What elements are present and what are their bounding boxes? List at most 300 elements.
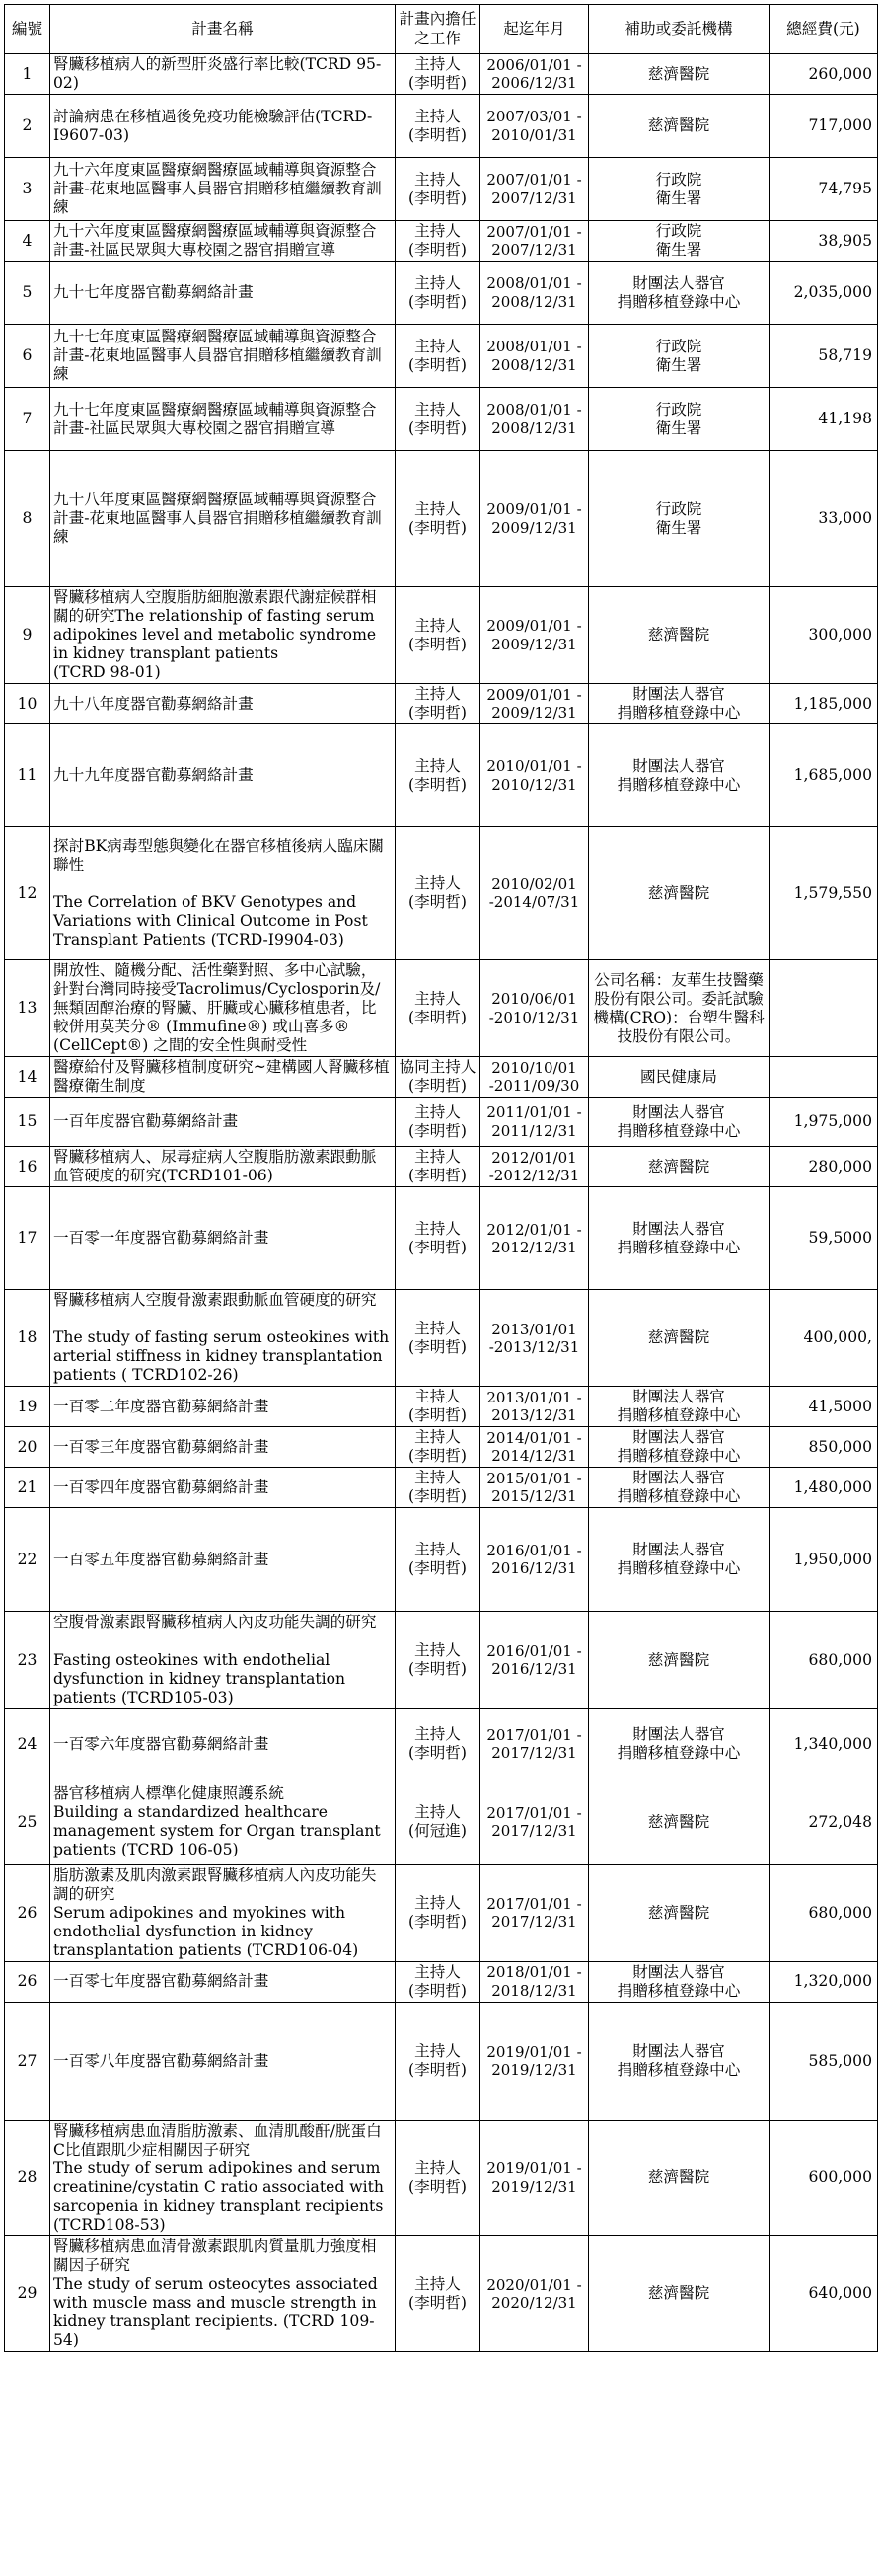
project-name-text: 九十八年度東區醫療網醫療區域輔導與資源整合計畫-花東地區醫事人員器官捐贈移植繼續教育訓練 xyxy=(53,491,382,547)
project-name-text: 一百零三年度器官勸募網絡計畫 xyxy=(53,1437,269,1456)
total-amount xyxy=(770,388,878,451)
project-period xyxy=(480,388,589,451)
total-amount-text: 280,000 xyxy=(808,1157,872,1175)
row-number-text: 7 xyxy=(22,410,33,428)
table-row xyxy=(5,1864,878,1961)
funding-agency xyxy=(589,2002,770,2120)
project-name xyxy=(50,1187,396,1290)
role-person: (李明哲) xyxy=(408,292,467,311)
role-title: 主持人 xyxy=(414,1319,461,1337)
role-title: 主持人 xyxy=(414,273,461,292)
role-title: 主持人 xyxy=(414,1962,461,1981)
table-row xyxy=(5,684,878,724)
project-period xyxy=(480,587,589,684)
project-name xyxy=(50,1708,396,1780)
role-title: 主持人 xyxy=(414,1894,461,1913)
project-period xyxy=(480,95,589,158)
project-role xyxy=(396,1961,480,2002)
row-number xyxy=(5,1780,50,1864)
row-number-text: 15 xyxy=(17,1112,37,1131)
project-role xyxy=(396,827,480,960)
row-number-text: 26 xyxy=(17,1903,37,1922)
period-end: 2017/12/31 xyxy=(491,1822,577,1841)
funding-agency xyxy=(589,1508,770,1612)
role-title: 主持人 xyxy=(414,1803,461,1822)
table-row xyxy=(5,1612,878,1708)
total-amount-text: 1,975,000 xyxy=(793,1112,872,1131)
row-number-text: 18 xyxy=(17,1328,37,1347)
project-name-text: 九十七年度器官勸募網絡計畫 xyxy=(53,283,254,302)
project-period xyxy=(480,1057,589,1098)
funding-agency-text: 行政院 衛生署 xyxy=(655,222,702,260)
project-period xyxy=(480,451,589,587)
period-start: 2006/01/01 - xyxy=(486,55,582,74)
total-amount-text: 400,000, xyxy=(803,1328,872,1347)
period-start: 2007/01/01 - xyxy=(486,171,582,189)
period-start: 2008/01/01 - xyxy=(486,401,582,419)
row-number xyxy=(5,262,50,325)
row-number xyxy=(5,1187,50,1290)
project-name-text: 九十七年度東區醫療網醫療區域輔導與資源整合計畫-花東地區醫事人員器官捐贈移植繼續教育訓練 xyxy=(53,328,382,384)
period-start: 2012/01/01 - xyxy=(486,1220,582,1239)
funding-agency-text: 財團法人器官 捐贈移植登錄中心 xyxy=(617,1541,741,1578)
role-title: 主持人 xyxy=(414,337,461,355)
table-row xyxy=(5,1387,878,1427)
row-number-text: 28 xyxy=(17,2168,37,2187)
funding-agency-text: 行政院 衛生署 xyxy=(655,499,702,537)
total-amount xyxy=(770,451,878,587)
funding-agency xyxy=(589,388,770,451)
role-title: 主持人 xyxy=(414,2159,461,2177)
funding-agency xyxy=(589,724,770,827)
funding-agency-text: 慈濟醫院 xyxy=(647,2284,710,2303)
row-number xyxy=(5,2120,50,2235)
project-name-text: 腎臟移植病患血清骨激素跟肌肉質量肌力強度相關因子研究 The study of serum osteocytes associated with muscle mass and muscle strength in kidney transplant recipients. (TCRD 109-54) xyxy=(53,2236,378,2349)
total-amount xyxy=(770,221,878,262)
total-amount-text: 74,795 xyxy=(818,180,872,198)
row-number xyxy=(5,1387,50,1427)
total-amount xyxy=(770,1468,878,1508)
funding-agency xyxy=(589,2235,770,2351)
funding-agency-text: 財團法人器官 捐贈移植登錄中心 xyxy=(617,2042,741,2080)
project-name xyxy=(50,587,396,684)
role-person: (李明哲) xyxy=(408,1447,467,1466)
project-name xyxy=(50,1387,396,1427)
project-period xyxy=(480,1468,589,1508)
row-number xyxy=(5,1961,50,2002)
period-start: 2017/01/01 - xyxy=(486,1894,582,1913)
project-role xyxy=(396,724,480,827)
total-amount-text: 1,340,000 xyxy=(793,1734,872,1753)
role-person: (李明哲) xyxy=(408,893,467,912)
funding-agency-text: 慈濟醫院 xyxy=(647,1328,710,1347)
period-end: 2019/12/31 xyxy=(491,2061,577,2080)
funding-agency-text: 財團法人器官 捐贈移植登錄中心 xyxy=(617,685,741,722)
project-name xyxy=(50,1508,396,1612)
role-person: (李明哲) xyxy=(408,1744,467,1763)
total-amount xyxy=(770,2002,878,2120)
project-period xyxy=(480,2235,589,2351)
funding-agency xyxy=(589,1187,770,1290)
period-start: 2011/01/01 - xyxy=(486,1103,582,1122)
funding-agency xyxy=(589,158,770,221)
project-name-text: 醫療給付及腎臟移植制度研究~建構國人腎臟移植醫療衛生制度 xyxy=(53,1058,390,1096)
project-name-text: 一百零五年度器官勸募網絡計畫 xyxy=(53,1550,269,1568)
funding-agency-text: 慈濟醫院 xyxy=(647,626,710,644)
role-person: (李明哲) xyxy=(408,241,467,260)
total-amount-text: 59,5000 xyxy=(808,1229,872,1248)
role-title: 主持人 xyxy=(414,2274,461,2293)
row-number-text: 8 xyxy=(22,509,33,528)
row-number-text: 20 xyxy=(17,1437,37,1456)
project-name xyxy=(50,95,396,158)
project-period xyxy=(480,1780,589,1864)
role-person: (李明哲) xyxy=(408,1008,467,1026)
table-row xyxy=(5,827,878,960)
total-amount xyxy=(770,960,878,1057)
row-number-text: 13 xyxy=(17,999,37,1018)
period-end: 2011/12/31 xyxy=(491,1121,577,1140)
project-period xyxy=(480,1864,589,1961)
row-number xyxy=(5,1468,50,1508)
row-number xyxy=(5,684,50,724)
total-amount xyxy=(770,827,878,960)
funding-agency-text: 慈濟醫院 xyxy=(647,64,710,83)
project-name-text: 腎臟移植病人的新型肝炎盛行率比較(TCRD 95-02) xyxy=(53,55,382,93)
period-end: 2017/12/31 xyxy=(491,1744,577,1763)
total-amount-text: 680,000 xyxy=(808,1903,872,1922)
total-amount xyxy=(770,1427,878,1468)
period-start: 2010/06/01 xyxy=(491,990,577,1009)
project-name-text: 腎臟移植病人、尿毒症病人空腹脂肪激素跟動脈血管硬度的研究(TCRD101-06) xyxy=(53,1148,377,1185)
project-period xyxy=(480,221,589,262)
project-name xyxy=(50,158,396,221)
row-number xyxy=(5,2235,50,2351)
total-amount xyxy=(770,1612,878,1708)
project-name-text: 九十九年度器官勸募網絡計畫 xyxy=(53,766,254,785)
period-start: 2007/01/01 - xyxy=(486,222,582,241)
funding-agency xyxy=(589,1468,770,1508)
role-person: (李明哲) xyxy=(408,1981,467,2000)
project-role xyxy=(396,158,480,221)
role-title: 主持人 xyxy=(414,756,461,775)
role-person: (李明哲) xyxy=(408,1913,467,1932)
total-amount xyxy=(770,1961,878,2002)
row-number-text: 19 xyxy=(17,1397,37,1415)
funding-agency xyxy=(589,451,770,587)
project-period xyxy=(480,1961,589,2002)
project-role xyxy=(396,960,480,1057)
period-end: 2020/12/31 xyxy=(491,2293,577,2311)
table-row xyxy=(5,1468,878,1508)
funding-agency-text: 行政院 衛生署 xyxy=(655,170,702,207)
role-title: 協同主持人 xyxy=(399,1058,477,1077)
role-person: (李明哲) xyxy=(408,1337,467,1356)
total-amount-text: 300,000 xyxy=(808,626,872,644)
project-role xyxy=(396,587,480,684)
total-amount xyxy=(770,1098,878,1147)
project-name xyxy=(50,388,396,451)
total-amount xyxy=(770,1290,878,1387)
row-number-text: 16 xyxy=(17,1157,37,1175)
project-name xyxy=(50,724,396,827)
total-amount-text: 600,000 xyxy=(808,2168,872,2187)
project-period xyxy=(480,960,589,1057)
project-role xyxy=(396,1147,480,1187)
funding-agency-text: 慈濟醫院 xyxy=(647,883,710,902)
funding-agency xyxy=(589,1098,770,1147)
project-role xyxy=(396,1864,480,1961)
table-row xyxy=(5,1098,878,1147)
table-row xyxy=(5,2002,878,2120)
period-start: 2016/01/01 - xyxy=(486,1542,582,1560)
funding-agency-text: 行政院 衛生署 xyxy=(655,337,702,374)
project-name xyxy=(50,1290,396,1387)
total-amount xyxy=(770,1508,878,1612)
period-start: 2008/01/01 - xyxy=(486,274,582,293)
project-name-text: 九十六年度東區醫療網醫療區域輔導與資源整合計畫-社區民眾與大專校園之器官捐贈宣導 xyxy=(53,222,377,260)
project-role xyxy=(396,2235,480,2351)
project-period xyxy=(480,1612,589,1708)
project-role xyxy=(396,2120,480,2235)
project-role xyxy=(396,1290,480,1387)
row-number-text: 25 xyxy=(17,1812,37,1831)
row-number xyxy=(5,1864,50,1961)
funding-agency xyxy=(589,1780,770,1864)
total-amount-text: 1,320,000 xyxy=(793,1972,872,1991)
project-name xyxy=(50,827,396,960)
role-person: (李明哲) xyxy=(408,635,467,653)
role-title: 主持人 xyxy=(414,55,461,73)
funding-agency-text: 慈濟醫院 xyxy=(647,1157,710,1175)
total-amount-text: 2,035,000 xyxy=(793,283,872,302)
period-start: 2009/01/01 - xyxy=(486,685,582,704)
total-amount xyxy=(770,724,878,827)
project-role xyxy=(396,1468,480,1508)
period-start: 2013/01/01 xyxy=(491,1320,577,1338)
funding-agency-text: 財團法人器官 捐贈移植登錄中心 xyxy=(617,1428,741,1466)
period-end: 2008/12/31 xyxy=(491,418,577,437)
period-end: 2014/12/31 xyxy=(491,1447,577,1466)
role-title: 主持人 xyxy=(414,1541,461,1559)
row-number xyxy=(5,2002,50,2120)
role-title: 主持人 xyxy=(414,222,461,241)
total-amount xyxy=(770,1057,878,1098)
role-person: (李明哲) xyxy=(408,1406,467,1425)
row-number xyxy=(5,158,50,221)
period-end: 2009/12/31 xyxy=(491,518,577,537)
row-number-text: 24 xyxy=(17,1734,37,1753)
period-end: -2014/07/31 xyxy=(488,893,580,912)
funding-agency-text: 財團法人器官 捐贈移植登錄中心 xyxy=(617,1962,741,2000)
row-number-text: 10 xyxy=(17,694,37,713)
table-row xyxy=(5,1147,878,1187)
row-number xyxy=(5,1708,50,1780)
period-start: 2009/01/01 - xyxy=(486,617,582,636)
period-start: 2010/10/01 xyxy=(491,1058,577,1077)
project-table xyxy=(4,4,878,2352)
project-name-text: 一百零二年度器官勸募網絡計畫 xyxy=(53,1397,269,1415)
project-role xyxy=(396,54,480,95)
role-title: 主持人 xyxy=(414,685,461,704)
role-person: (李明哲) xyxy=(408,2177,467,2196)
funding-agency-text: 慈濟醫院 xyxy=(647,116,710,135)
role-person: (李明哲) xyxy=(408,1077,467,1096)
row-number xyxy=(5,1290,50,1387)
header-role: 計畫內擔任之工作 xyxy=(396,5,480,54)
role-person: (李明哲) xyxy=(408,775,467,794)
table-row xyxy=(5,960,878,1057)
row-number-text: 29 xyxy=(17,2284,37,2303)
table-row xyxy=(5,1290,878,1387)
row-number-text: 2 xyxy=(22,116,33,135)
project-period xyxy=(480,1387,589,1427)
funding-agency xyxy=(589,1612,770,1708)
table-row xyxy=(5,325,878,388)
project-role xyxy=(396,1387,480,1427)
row-number xyxy=(5,1427,50,1468)
project-role xyxy=(396,1612,480,1708)
total-amount-text: 260,000 xyxy=(808,64,872,83)
project-period xyxy=(480,1427,589,1468)
role-person: (李明哲) xyxy=(408,1167,467,1185)
row-number-text: 5 xyxy=(22,283,33,302)
period-end: 2009/12/31 xyxy=(491,635,577,653)
role-person: (李明哲) xyxy=(408,1487,467,1506)
project-period xyxy=(480,325,589,388)
project-name xyxy=(50,960,396,1057)
funding-agency xyxy=(589,1961,770,2002)
total-amount-text: 38,905 xyxy=(818,231,872,250)
row-number-text: 14 xyxy=(17,1067,37,1086)
period-start: 2007/03/01 - xyxy=(486,108,582,126)
role-person: (李明哲) xyxy=(408,518,467,537)
funding-agency-text: 慈濟醫院 xyxy=(647,1812,710,1831)
table-row xyxy=(5,1961,878,2002)
row-number xyxy=(5,1147,50,1187)
table-row xyxy=(5,1708,878,1780)
period-end: -2011/09/30 xyxy=(488,1077,580,1096)
period-end: 2019/12/31 xyxy=(491,2177,577,2196)
period-end: -2013/12/31 xyxy=(488,1337,580,1356)
total-amount xyxy=(770,1780,878,1864)
period-end: 2016/12/31 xyxy=(491,1559,577,1578)
role-person: (李明哲) xyxy=(408,1238,467,1256)
role-person: (李明哲) xyxy=(408,2293,467,2311)
table-row xyxy=(5,2120,878,2235)
row-number-text: 12 xyxy=(17,883,37,902)
project-name xyxy=(50,1961,396,2002)
project-name xyxy=(50,1147,396,1187)
funding-agency-text: 財團法人器官 捐贈移植登錄中心 xyxy=(617,1388,741,1425)
row-number xyxy=(5,325,50,388)
header-period: 起迄年月 xyxy=(480,5,589,54)
table-row xyxy=(5,2235,878,2351)
project-name xyxy=(50,325,396,388)
row-number-text: 22 xyxy=(17,1550,37,1568)
total-amount-text: 33,000 xyxy=(818,509,872,528)
funding-agency xyxy=(589,95,770,158)
total-amount xyxy=(770,1864,878,1961)
table-row xyxy=(5,388,878,451)
row-number-text: 21 xyxy=(17,1477,37,1496)
project-period xyxy=(480,1147,589,1187)
role-person: (李明哲) xyxy=(408,355,467,374)
role-title: 主持人 xyxy=(414,989,461,1008)
total-amount-text: 585,000 xyxy=(808,2051,872,2070)
project-period xyxy=(480,1508,589,1612)
period-end: 2007/12/31 xyxy=(491,189,577,207)
table-row xyxy=(5,95,878,158)
funding-agency xyxy=(589,2120,770,2235)
funding-agency-text: 國民健康局 xyxy=(640,1067,717,1086)
row-number-text: 3 xyxy=(22,180,33,198)
project-name xyxy=(50,1612,396,1708)
total-amount-text: 41,5000 xyxy=(808,1397,872,1415)
total-amount xyxy=(770,325,878,388)
period-start: 2017/01/01 - xyxy=(486,1725,582,1744)
role-person: (李明哲) xyxy=(408,704,467,722)
project-role xyxy=(396,1708,480,1780)
row-number xyxy=(5,960,50,1057)
total-amount xyxy=(770,684,878,724)
role-person: (李明哲) xyxy=(408,189,467,207)
project-period xyxy=(480,1290,589,1387)
row-number xyxy=(5,451,50,587)
role-title: 主持人 xyxy=(414,1219,461,1238)
project-role xyxy=(396,451,480,587)
row-number xyxy=(5,1508,50,1612)
funding-agency xyxy=(589,325,770,388)
table-row xyxy=(5,451,878,587)
project-name-text: 一百零一年度器官勸募網絡計畫 xyxy=(53,1229,269,1248)
period-end: 2009/12/31 xyxy=(491,704,577,722)
funding-agency xyxy=(589,1864,770,1961)
role-person: (李明哲) xyxy=(408,125,467,144)
project-role xyxy=(396,1427,480,1468)
project-name xyxy=(50,1468,396,1508)
period-end: 2010/01/31 xyxy=(491,125,577,144)
project-name-text: 脂肪激素及肌肉激素跟腎臟移植病人內皮功能失調的研究 Serum adipokines and myokines with endothelial dysfunction in kidney transplantation patients (TCRD106-04) xyxy=(53,1865,377,1959)
header-agency: 補助或委託機構 xyxy=(589,5,770,54)
project-role xyxy=(396,684,480,724)
funding-agency xyxy=(589,587,770,684)
role-title: 主持人 xyxy=(414,170,461,189)
project-name-text: 九十八年度器官勸募網絡計畫 xyxy=(53,694,254,713)
funding-agency xyxy=(589,1387,770,1427)
period-end: 2017/12/31 xyxy=(491,1913,577,1932)
project-name-text: 九十七年度東區醫療網醫療區域輔導與資源整合計畫-社區民眾與大專校園之器官捐贈宣導 xyxy=(53,400,377,437)
table-row xyxy=(5,54,878,95)
role-title: 主持人 xyxy=(414,1469,461,1487)
total-amount xyxy=(770,587,878,684)
funding-agency xyxy=(589,1147,770,1187)
funding-agency xyxy=(589,960,770,1057)
period-end: -2010/12/31 xyxy=(488,1008,580,1026)
total-amount xyxy=(770,1187,878,1290)
funding-agency-text: 財團法人器官 捐贈移植登錄中心 xyxy=(617,1725,741,1763)
total-amount xyxy=(770,95,878,158)
project-role xyxy=(396,1098,480,1147)
funding-agency xyxy=(589,262,770,325)
total-amount-text: 1,950,000 xyxy=(793,1550,872,1568)
row-number xyxy=(5,95,50,158)
funding-agency-text: 財團法人器官 捐贈移植登錄中心 xyxy=(617,756,741,794)
period-start: 2019/01/01 - xyxy=(486,2042,582,2061)
row-number-text: 6 xyxy=(22,346,33,365)
project-name-text: 一百零四年度器官勸募網絡計畫 xyxy=(53,1477,269,1496)
row-number xyxy=(5,221,50,262)
